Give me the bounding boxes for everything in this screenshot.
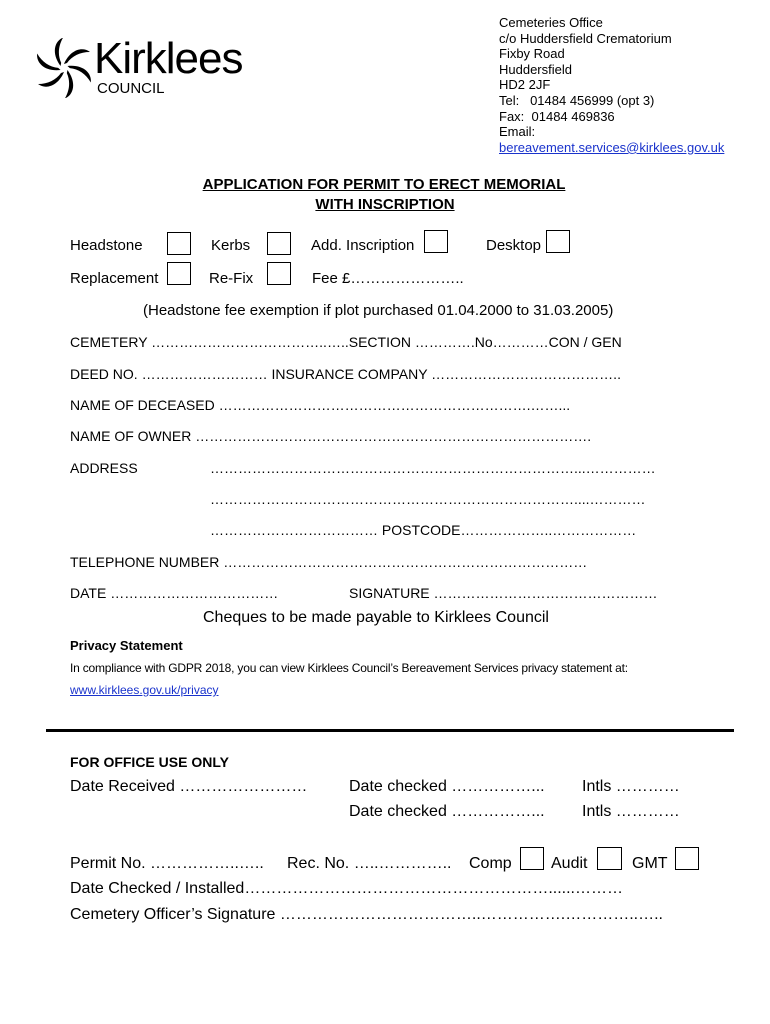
- date-checked-field-2[interactable]: Date checked ……………...: [349, 803, 545, 820]
- intls-field-1[interactable]: Intls …………: [582, 778, 680, 795]
- address-line: Huddersfield: [499, 61, 572, 77]
- officer-signature-field[interactable]: Cemetery Officer’s Signature ………………………………..…………….…………..…..: [70, 906, 663, 923]
- rec-field[interactable]: Rec. No. …..…………..: [287, 855, 452, 872]
- address-line: Cemeteries Office: [499, 15, 603, 30]
- owner-field[interactable]: NAME OF OWNER ………………………………………………………………………….: [70, 428, 592, 444]
- privacy-heading: Privacy Statement: [70, 638, 183, 653]
- kerbs-checkbox[interactable]: [267, 232, 291, 255]
- kirklees-swirl-icon: [34, 38, 94, 98]
- logo-sub: COUNCIL: [97, 80, 165, 97]
- telephone-field[interactable]: TELEPHONE NUMBER ……………………………………………………………………: [70, 554, 588, 570]
- privacy-text: In compliance with GDPR 2018, you can view Kirklees Council’s Bereavement Services privacy statement at:: [70, 661, 628, 675]
- address-line: Email:: [499, 124, 536, 140]
- headstone-label: Headstone: [70, 237, 143, 254]
- date-received-field[interactable]: Date Received ……………………: [70, 778, 308, 795]
- add-inscription-label: Add. Inscription: [311, 237, 415, 254]
- address-line-2[interactable]: ……………………………………………………………………....…………: [210, 491, 646, 507]
- kirklees-logo: [34, 36, 274, 98]
- desktop-checkbox[interactable]: [546, 230, 570, 253]
- audit-checkbox[interactable]: [597, 847, 622, 870]
- signature-field[interactable]: SIGNATURE …………………………………………: [349, 585, 658, 601]
- title-line-2: WITH INSCRIPTION: [315, 196, 455, 213]
- form-title: [0, 175, 770, 215]
- exemption-note: (Headstone fee exemption if plot purchased 01.04.2000 to 31.03.2005): [143, 302, 614, 319]
- logo-name: Kirklees: [94, 34, 243, 83]
- address-line-3[interactable]: ……………………………… POSTCODE………………..………………: [210, 522, 637, 538]
- kerbs-label: Kerbs: [211, 237, 251, 254]
- email-link[interactable]: bereavement.services@kirklees.gov.uk: [499, 139, 725, 155]
- replacement-checkbox[interactable]: [167, 262, 191, 285]
- address-line: HD2 2JF: [499, 77, 551, 93]
- address-label: ADDRESS: [70, 460, 138, 476]
- gmt-checkbox[interactable]: [675, 847, 699, 870]
- title-line-1: APPLICATION FOR PERMIT TO ERECT MEMORIAL: [202, 176, 566, 193]
- deceased-field[interactable]: NAME OF DECEASED ………………………………………………………….……...: [70, 397, 571, 413]
- address-block: [499, 15, 724, 155]
- gmt-label: GMT: [632, 855, 668, 872]
- refix-label: Re-Fix: [209, 270, 254, 287]
- refix-checkbox[interactable]: [267, 262, 291, 285]
- date-checked-installed-field[interactable]: Date Checked / Installed…………………………………………………......………: [70, 880, 623, 897]
- address-line: Fax: 01484 469836: [499, 108, 615, 124]
- permit-field[interactable]: Permit No. ……………..…..: [70, 855, 264, 872]
- intls-field-2[interactable]: Intls …………: [582, 803, 680, 820]
- headstone-checkbox[interactable]: [167, 232, 191, 255]
- cemetery-field[interactable]: CEMETERY ………………………………..…..SECTION ………….No…………CON / GEN: [70, 334, 622, 350]
- address-line: Tel: 01484 456999 (opt 3): [499, 92, 655, 108]
- date-checked-field-1[interactable]: Date checked ……………...: [349, 778, 545, 795]
- address-line: c/o Huddersfield Crematorium: [499, 30, 672, 46]
- comp-label: Comp: [469, 855, 512, 872]
- desktop-label: Desktop: [486, 237, 542, 254]
- address-line-1[interactable]: ……………………………………………………………………...……………: [210, 460, 656, 476]
- deed-field[interactable]: DEED NO. ……………………… INSURANCE COMPANY …………………………………..: [70, 366, 621, 382]
- privacy-link[interactable]: www.kirklees.gov.uk/privacy: [70, 683, 219, 697]
- divider-rule: [46, 729, 734, 732]
- address-line: Fixby Road: [499, 46, 565, 62]
- date-field[interactable]: DATE ………………………………: [70, 585, 279, 601]
- replacement-label: Replacement: [70, 270, 159, 287]
- fee-field[interactable]: Fee £…………………..: [312, 270, 464, 287]
- cheques-note: Cheques to be made payable to Kirklees Council: [203, 609, 549, 626]
- comp-checkbox[interactable]: [520, 847, 544, 870]
- office-heading: FOR OFFICE USE ONLY: [70, 754, 229, 770]
- audit-label: Audit: [551, 855, 588, 872]
- add-inscription-checkbox[interactable]: [424, 230, 448, 253]
